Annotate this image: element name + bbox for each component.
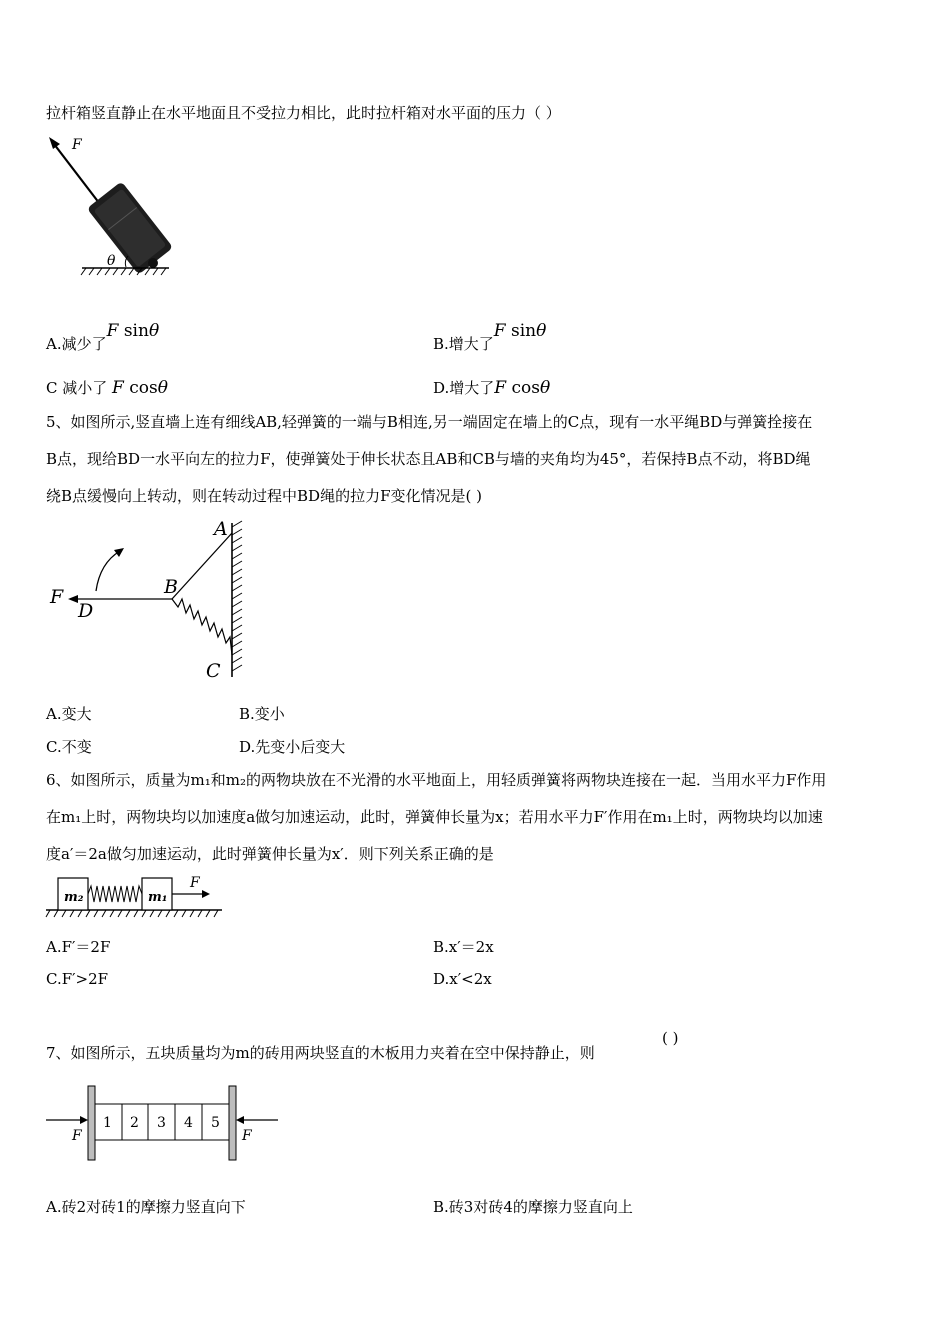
q5-option-d[interactable]: D.先变小后变大 [239, 738, 346, 756]
label-f-right: F [242, 1128, 252, 1144]
force-label: F [72, 137, 82, 153]
q4-option-c-math: F cosθ [112, 378, 168, 398]
q4-option-a-math: F sinθ [106, 321, 160, 341]
brick-2-label: 2 [130, 1115, 139, 1131]
label-f: F [50, 586, 64, 608]
q5-option-a[interactable]: A.变大 [46, 705, 92, 723]
suitcase-figure [44, 132, 174, 280]
brick-4-label: 4 [184, 1115, 193, 1131]
q4-option-a[interactable]: A.减少了F sinθ [46, 321, 160, 353]
q5-stem-line2: B点，现给BD一水平向左的拉力F，使弹簧处于伸长状态且AB和CB与墙的夹角均为45°，若保持B点不动，将BD绳 [46, 450, 811, 468]
q5-stem-line3: 绕B点缓慢向上转动，则在转动过程中BD绳的拉力F变化情况是( ) [46, 487, 482, 505]
q4-stem: 拉杆箱竖直静止在水平地面且不受拉力相比，此时拉杆箱对水平面的压力（ ） [46, 104, 561, 122]
q6-option-d[interactable]: D.x′<2x [433, 970, 492, 988]
q4-option-b[interactable]: B.增大了F sinθ [433, 321, 547, 353]
q7-answer-paren: ( ) [662, 1029, 679, 1047]
wall-spring-figure [44, 515, 254, 685]
brick-1-label: 1 [103, 1115, 112, 1131]
brick-5-label: 5 [211, 1115, 220, 1131]
q7-stem: 7、如图所示，五块质量均为m的砖用两块竖直的木板用力夹着在空中保持静止，则 [46, 1044, 595, 1062]
label-c: C [206, 660, 221, 682]
q6-option-c[interactable]: C.F′>2F [46, 970, 109, 988]
q6-stem-line1: 6、如图所示，质量为m₁和m₂的两物块放在不光滑的水平地面上，用轻质弹簧将两物块连接在一起．当用水平力F作用 [46, 771, 827, 789]
q7-option-a[interactable]: A.砖2对砖1的摩擦力竖直向下 [46, 1198, 246, 1216]
label-f-left: F [72, 1128, 82, 1144]
q5-stem-line1: 5、如图所示,竖直墙上连有细线AB,轻弹簧的一端与B相连,另一端固定在墙上的C点，现有一水平绳BD与弹簧拴接在 [46, 413, 813, 431]
q6-stem-line2: 在m₁上时，两物块均以加速度a做匀加速运动，此时，弹簧伸长量为x；若用水平力F′作用在m₁上时，两物块均以加速 [46, 808, 823, 826]
q6-option-a[interactable]: A.F′＝2F [46, 938, 111, 956]
bricks-figure [44, 1084, 284, 1164]
two-blocks-figure [44, 872, 226, 922]
q4-option-c[interactable]: C 减小了 F cosθ [46, 378, 168, 398]
label-b: B [164, 576, 178, 598]
label-a: A [214, 518, 228, 540]
brick-3-label: 3 [157, 1115, 166, 1131]
q4-option-b-math: F sinθ [493, 321, 547, 341]
q6-stem-line3: 度a′＝2a做匀加速运动，此时弹簧伸长量为x′．则下列关系正确的是 [46, 845, 494, 863]
label-m2: m₂ [64, 890, 84, 905]
label-m1: m₁ [148, 890, 168, 905]
q5-option-b[interactable]: B.变小 [239, 705, 285, 723]
angle-label: θ [107, 253, 116, 269]
label-f-force: F [190, 875, 200, 891]
q4-option-d-math: F cosθ [494, 378, 551, 398]
q5-option-c[interactable]: C.不变 [46, 738, 92, 756]
q6-option-b[interactable]: B.x′＝2x [433, 938, 494, 956]
label-d: D [78, 600, 94, 622]
q4-option-d[interactable]: D.增大了F cosθ [433, 378, 551, 398]
q7-option-b[interactable]: B.砖3对砖4的摩擦力竖直向上 [433, 1198, 633, 1216]
